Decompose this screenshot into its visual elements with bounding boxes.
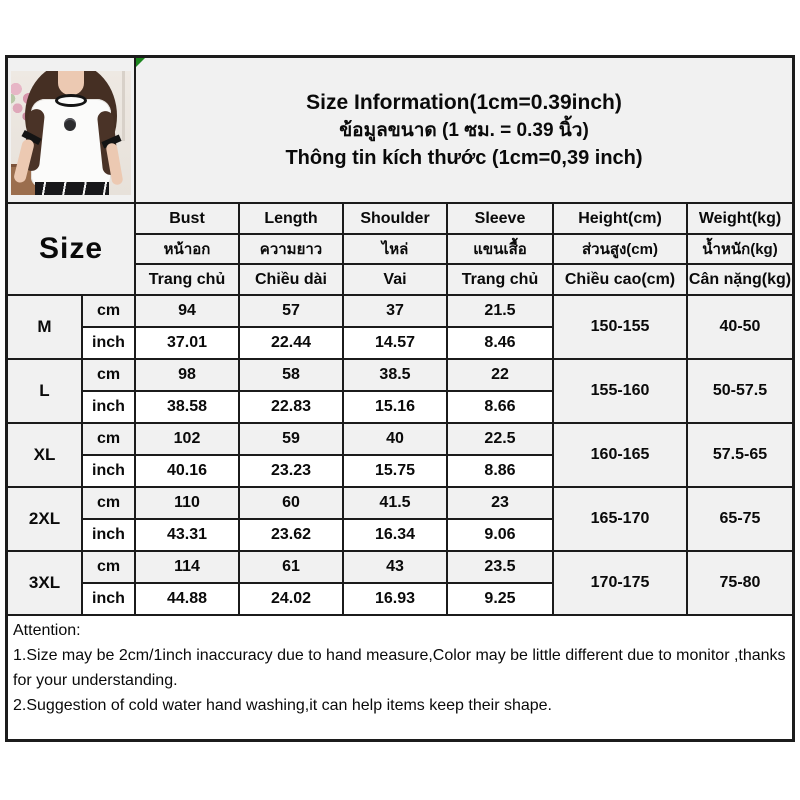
- size-row-label-3xl: 3XL: [8, 552, 83, 616]
- cell-3xl-inch-bust: 44.88: [136, 584, 240, 616]
- header-length-th: ความยาว: [240, 235, 344, 265]
- product-photo: [11, 71, 131, 195]
- attention-line-2: 2.Suggestion of cold water hand washing,it can help items keep their shape.: [13, 697, 552, 714]
- cell-3xl-inch-shoulder: 16.93: [344, 584, 448, 616]
- cell-l-cm-shoulder: 38.5: [344, 360, 448, 392]
- header-height-en: Height(cm): [554, 204, 688, 235]
- cell-xl-inch-bust: 40.16: [136, 456, 240, 488]
- corner-header-size: Size: [8, 204, 136, 296]
- cell-m-cm-shoulder: 37: [344, 296, 448, 328]
- size-row-label-l: L: [8, 360, 83, 424]
- cell-2xl-height: 165-170: [554, 488, 688, 552]
- unit-label-cm: cm: [83, 360, 136, 392]
- cell-m-inch-sleeve: 8.46: [448, 328, 554, 360]
- cell-m-weight: 40-50: [688, 296, 792, 360]
- header-weight-en: Weight(kg): [688, 204, 792, 235]
- cell-2xl-cm-sleeve: 23: [448, 488, 554, 520]
- cell-2xl-weight: 65-75: [688, 488, 792, 552]
- cell-2xl-inch-sleeve: 9.06: [448, 520, 554, 552]
- wall-panel-decoration: [122, 71, 125, 141]
- cell-2xl-cm-length: 60: [240, 488, 344, 520]
- attention-heading: Attention:: [13, 622, 81, 639]
- attention-line-1: 1.Size may be 2cm/1inch inaccuracy due to hand measure,Color may be little different due to monitor ,thanks for your understanding.: [13, 647, 786, 689]
- cell-3xl-cm-sleeve: 23.5: [448, 552, 554, 584]
- header-shoulder-vi: Vai: [344, 265, 448, 296]
- cell-xl-inch-length: 23.23: [240, 456, 344, 488]
- cell-l-weight: 50-57.5: [688, 360, 792, 424]
- header-sleeve-th: แขนเสื้อ: [448, 235, 554, 265]
- cell-l-height: 155-160: [554, 360, 688, 424]
- cell-m-inch-bust: 37.01: [136, 328, 240, 360]
- cell-l-cm-sleeve: 22: [448, 360, 554, 392]
- cell-l-inch-shoulder: 15.16: [344, 392, 448, 424]
- cell-m-cm-sleeve: 21.5: [448, 296, 554, 328]
- header-sleeve-vi: Trang chủ: [448, 265, 554, 296]
- cell-2xl-inch-shoulder: 16.34: [344, 520, 448, 552]
- header-length-en: Length: [240, 204, 344, 235]
- page-title-th: ข้อมูลขนาด (1 ซม. = 0.39 นิ้ว): [339, 119, 589, 141]
- unit-label-inch: inch: [83, 584, 136, 616]
- header-bust-vi: Trang chủ: [136, 265, 240, 296]
- unit-label-inch: inch: [83, 392, 136, 424]
- cell-xl-weight: 57.5-65: [688, 424, 792, 488]
- page-title-en: Size Information(1cm=0.39inch): [306, 90, 622, 114]
- size-row-label-xl: XL: [8, 424, 83, 488]
- cell-m-cm-bust: 94: [136, 296, 240, 328]
- cell-l-cm-bust: 98: [136, 360, 240, 392]
- unit-label-inch: inch: [83, 456, 136, 488]
- cell-xl-height: 160-165: [554, 424, 688, 488]
- unit-label-cm: cm: [83, 424, 136, 456]
- header-sleeve-en: Sleeve: [448, 204, 554, 235]
- cell-3xl-weight: 75-80: [688, 552, 792, 616]
- title-cell: [136, 58, 792, 204]
- unit-label-cm: cm: [83, 488, 136, 520]
- cell-3xl-cm-bust: 114: [136, 552, 240, 584]
- cell-m-height: 150-155: [554, 296, 688, 360]
- cell-l-inch-sleeve: 8.66: [448, 392, 554, 424]
- black-collar-shape: [55, 94, 87, 107]
- cell-m-cm-length: 57: [240, 296, 344, 328]
- header-length-vi: Chiều dài: [240, 265, 344, 296]
- chest-graphic-shape: [64, 118, 76, 131]
- pants-shape: [35, 182, 109, 195]
- cell-m-inch-length: 22.44: [240, 328, 344, 360]
- size-row-label-m: M: [8, 296, 83, 360]
- cell-3xl-height: 170-175: [554, 552, 688, 616]
- cell-l-inch-length: 22.83: [240, 392, 344, 424]
- cell-3xl-inch-length: 24.02: [240, 584, 344, 616]
- cell-xl-cm-length: 59: [240, 424, 344, 456]
- cell-xl-inch-shoulder: 15.75: [344, 456, 448, 488]
- model-face-shape: [58, 71, 84, 95]
- cell-l-cm-length: 58: [240, 360, 344, 392]
- header-bust-th: หน้าอก: [136, 235, 240, 265]
- size-chart-table: [5, 55, 795, 742]
- cell-xl-cm-sleeve: 22.5: [448, 424, 554, 456]
- cell-2xl-inch-bust: 43.31: [136, 520, 240, 552]
- size-row-label-2xl: 2XL: [8, 488, 83, 552]
- cell-3xl-cm-shoulder: 43: [344, 552, 448, 584]
- header-height-vi: Chiều cao(cm): [554, 265, 688, 296]
- page-title-vi: Thông tin kích thước (1cm=0,39 inch): [285, 146, 643, 169]
- cell-2xl-cm-shoulder: 41.5: [344, 488, 448, 520]
- cell-3xl-cm-length: 61: [240, 552, 344, 584]
- header-height-th: ส่วนสูง(cm): [554, 235, 688, 265]
- unit-label-cm: cm: [83, 552, 136, 584]
- cell-m-inch-shoulder: 14.57: [344, 328, 448, 360]
- header-shoulder-en: Shoulder: [344, 204, 448, 235]
- cell-2xl-inch-length: 23.62: [240, 520, 344, 552]
- cell-xl-inch-sleeve: 8.86: [448, 456, 554, 488]
- cell-xl-cm-bust: 102: [136, 424, 240, 456]
- cell-3xl-inch-sleeve: 9.25: [448, 584, 554, 616]
- product-photo-cell: [8, 58, 136, 204]
- header-bust-en: Bust: [136, 204, 240, 235]
- header-weight-vi: Cân nặng(kg): [688, 265, 792, 296]
- cell-2xl-cm-bust: 110: [136, 488, 240, 520]
- header-weight-th: น้ำหนัก(kg): [688, 235, 792, 265]
- unit-label-cm: cm: [83, 296, 136, 328]
- cell-l-inch-bust: 38.58: [136, 392, 240, 424]
- header-shoulder-th: ไหล่: [344, 235, 448, 265]
- cell-xl-cm-shoulder: 40: [344, 424, 448, 456]
- unit-label-inch: inch: [83, 520, 136, 552]
- unit-label-inch: inch: [83, 328, 136, 360]
- attention-note: [8, 616, 792, 739]
- cell-error-triangle-icon: [136, 58, 145, 67]
